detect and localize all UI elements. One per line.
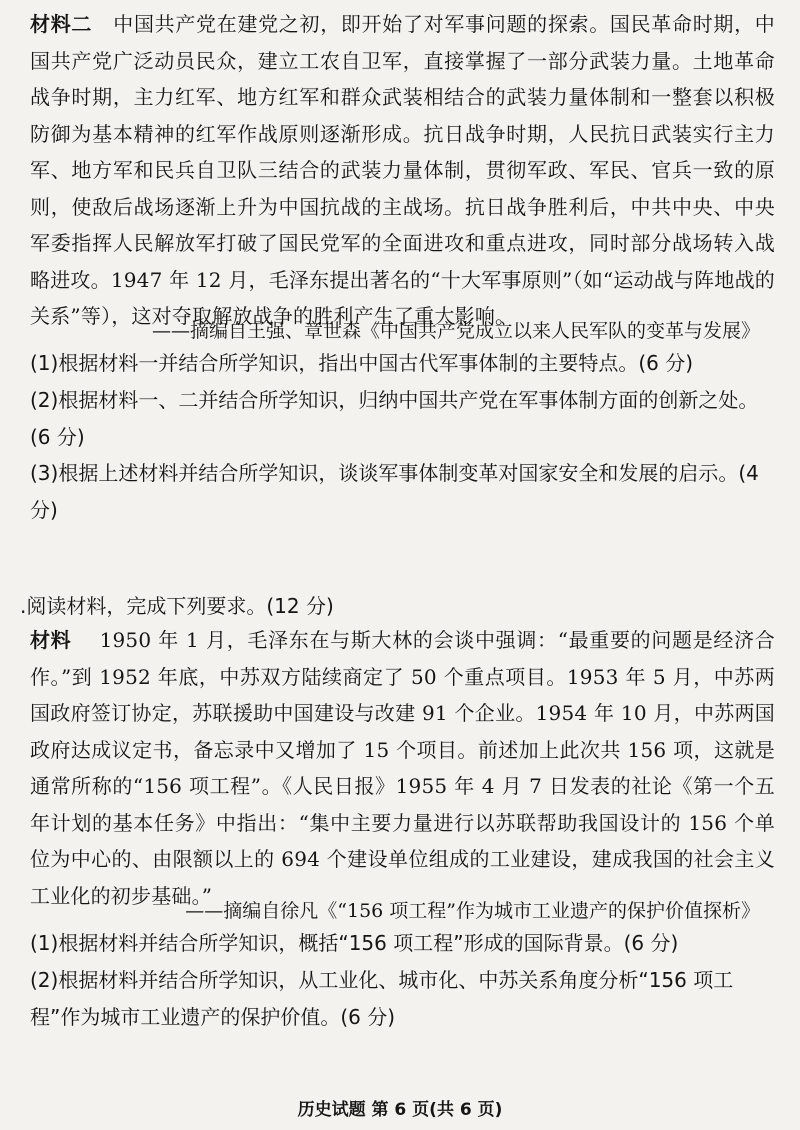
question-2-1: (1)根据材料并结合所学知识，概括“156 项工程”形成的国际背景。(6 分) bbox=[30, 931, 679, 955]
material-source: ——摘编自徐凡《“156 项工程”作为城市工业遗产的保护价值探析》 bbox=[185, 900, 760, 922]
question-1: (1)根据材料一并结合所学知识，指出中国古代军事体制的主要特点。(6 分) bbox=[30, 351, 694, 375]
material-label: 材料 bbox=[30, 628, 72, 652]
question-2-2: (2)根据材料并结合所学知识，从工业化、城市化、中苏关系角度分析“156 项工程”作为城市工业遗产的保护价值。(6 分) bbox=[30, 968, 734, 1029]
page-footer: 历史试题 第 6 页(共 6 页) bbox=[297, 1100, 503, 1120]
material-two-text: 中国共产党在建党之初，即开始了对军事问题的探索。国民革命时期，中国共产党广泛动员民众，建立工农自卫军，直接掌握了一部分武装力量。土地革命战争时期，主力红军、地方红军和群众武装相结合的武装力量体制和一整套以积极防御为基本精神的红军作战原则逐渐形成。抗日战争时期，人民抗日武装实行主力军、地方军和民兵自卫队三结合的武装力量体制，贯彻军政、军民、官兵一致的原则，使敌后战场逐渐上升为中国抗战的主战场。抗日战争胜利后，中共中央、中央军委指挥人民解放军打破了国民党军的全面进攻和重点进攻，同时部分战场转入战略进攻。1947 年 12 月，毛泽东提出著名的“十大军事原则”（如“运动战与阵地战的关系”等），这对夺取解放战争的胜利产生了重大影响。 bbox=[30, 12, 775, 328]
question-2: (2)根据材料一、二并结合所学知识，归纳中国共产党在军事体制方面的创新之处。(6 分) bbox=[30, 388, 759, 449]
material-two-source: ——摘编自王强、章世森《中国共产党成立以来人民军队的变革与发展》 bbox=[151, 320, 760, 342]
material-two-paragraph bbox=[30, 6, 775, 328]
material-paragraph bbox=[30, 622, 775, 908]
section-two-heading: .阅读材料，完成下列要求。(12 分) bbox=[20, 594, 334, 618]
material-text: 1950 年 1 月，毛泽东在与斯大林的会谈中强调：“最重要的问题是经济合作。”到 1952 年底，中苏双方陆续商定了 50 个重点项目。1953 年 5 月，中苏两国政府签订协定，苏联援助中国建设与改建 91 个企业。1954 年 10 月，中苏两国政府达成议定书，备忘录中又增加了 15 个项目。前述加上此次共 156 项，这就是通常所称的“156 项工程”。《人民日报》1955 年 4 月 7 日发表的社论《第一个五年计划的基本任务》中指出：“集中主要力量进行以苏联帮助我国设计的 156 个单位为中心的、由限额以上的 694 个建设单位组成的工业建设，建成我国的社会主义工业化的初步基础。” bbox=[30, 628, 775, 908]
material-two-label: 材料二 bbox=[30, 12, 93, 36]
question-3: (3)根据上述材料并结合所学知识，谈谈军事体制变革对国家安全和发展的启示。(4 分) bbox=[30, 461, 759, 522]
